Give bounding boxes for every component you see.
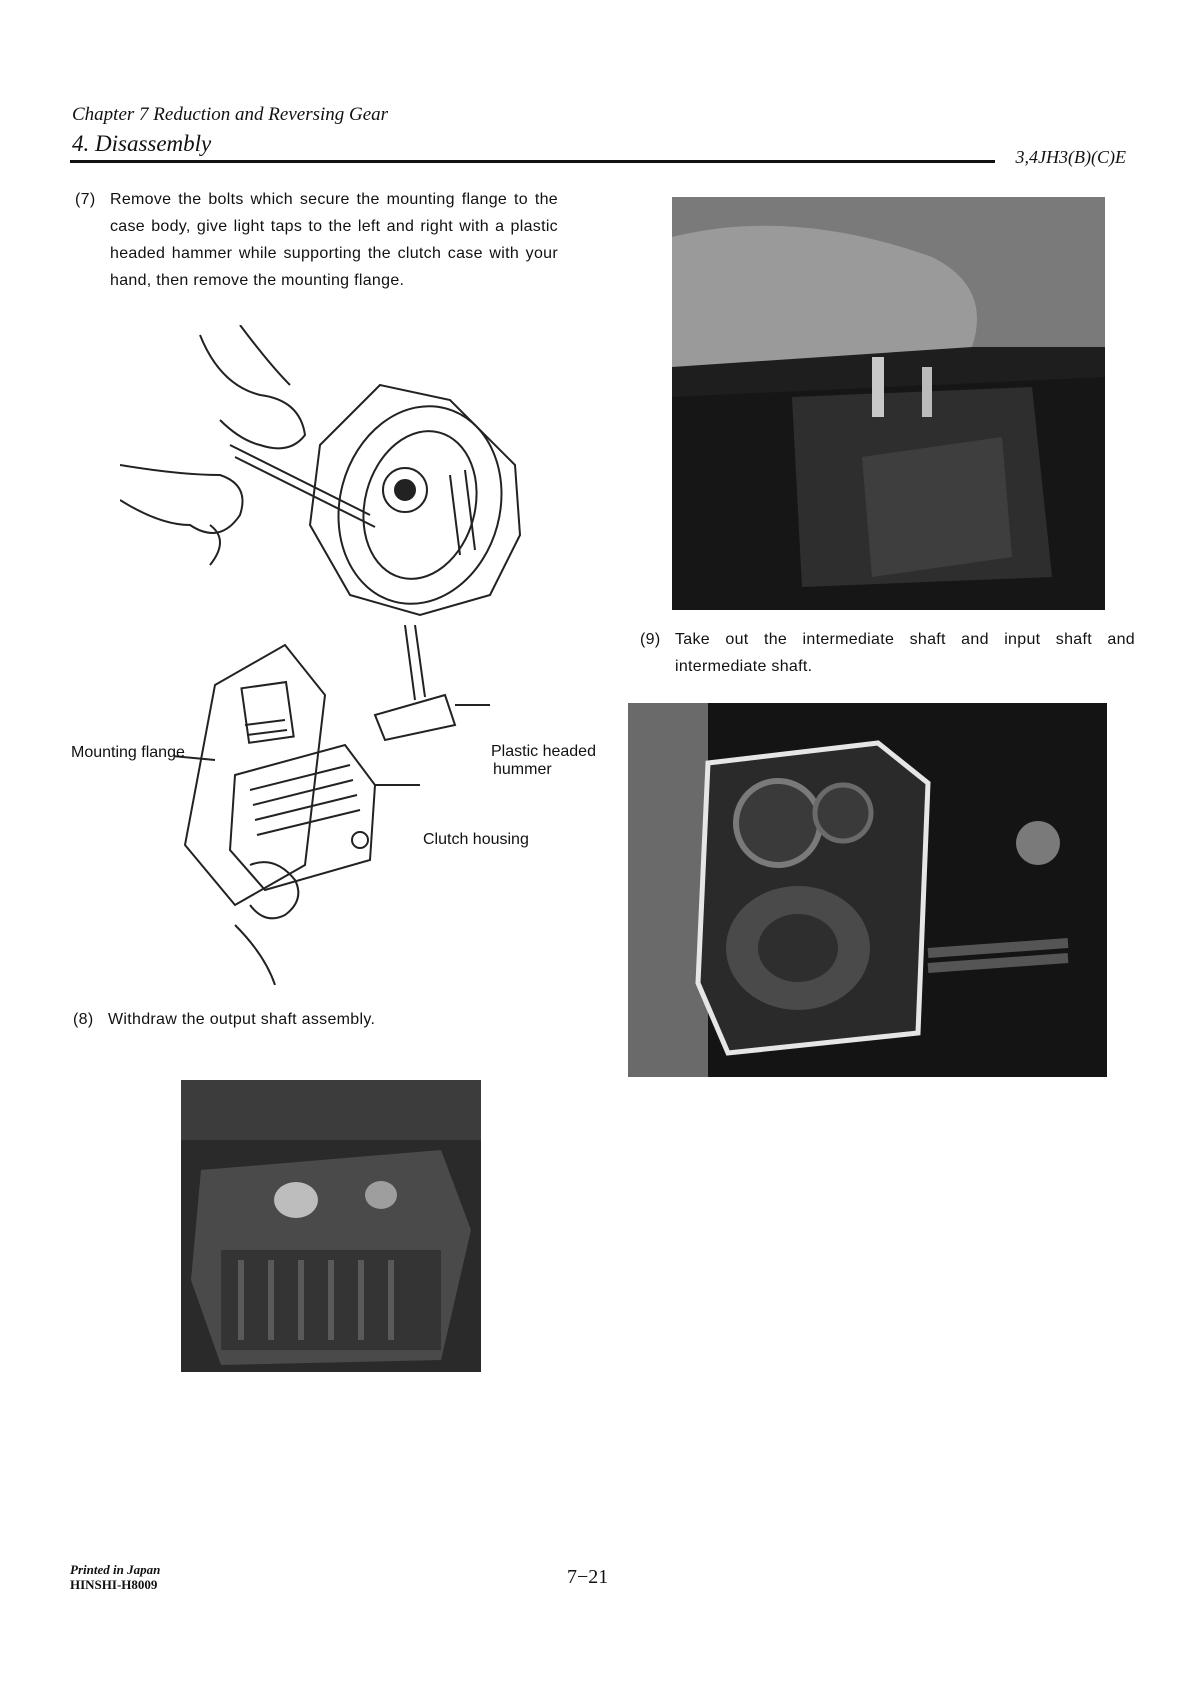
header-rule bbox=[70, 160, 995, 163]
page-number: 7−21 bbox=[567, 1566, 609, 1588]
step-9-number: (9) bbox=[640, 631, 661, 648]
label-mounting-flange: Mounting flange bbox=[71, 744, 185, 761]
chapter-title: Chapter 7 Reduction and Reversing Gear bbox=[72, 104, 389, 125]
section-title: 4. Disassembly bbox=[72, 131, 212, 156]
document-code: HINSHI-H8009 bbox=[70, 1577, 158, 1592]
step-9 bbox=[640, 626, 1135, 680]
label-plastic-hammer-line2: hummer bbox=[493, 761, 552, 778]
step-9-text: Take out the intermediate shaft and input shaft and intermediate shaft. bbox=[675, 631, 1135, 675]
case-interior-photo bbox=[628, 703, 1107, 1077]
step-8-number: (8) bbox=[73, 1011, 94, 1028]
intermediate-shaft-removal-photo bbox=[672, 197, 1105, 610]
label-plastic-hammer bbox=[491, 743, 596, 779]
label-clutch-housing: Clutch housing bbox=[423, 831, 529, 848]
flange-tapping-illustration bbox=[120, 325, 540, 625]
step-7-number: (7) bbox=[75, 191, 96, 208]
step-8-text: Withdraw the output shaft assembly. bbox=[108, 1011, 376, 1028]
model-code: 3,4JH3(B)(C)E bbox=[1015, 147, 1126, 167]
step-8 bbox=[73, 1006, 528, 1033]
clutch-housing-illustration bbox=[175, 625, 505, 985]
step-7 bbox=[75, 186, 558, 294]
label-plastic-hammer-line1: Plastic headed bbox=[491, 743, 596, 760]
printed-in-japan: Printed in Japan bbox=[70, 1562, 161, 1577]
output-shaft-photo bbox=[181, 1080, 481, 1372]
step-7-text: Remove the bolts which secure the mounting flange to the case body, give light taps to the left and right with a plastic headed hammer while supporting the clutch case with your hand, then remove the mounting flange. bbox=[110, 191, 558, 289]
